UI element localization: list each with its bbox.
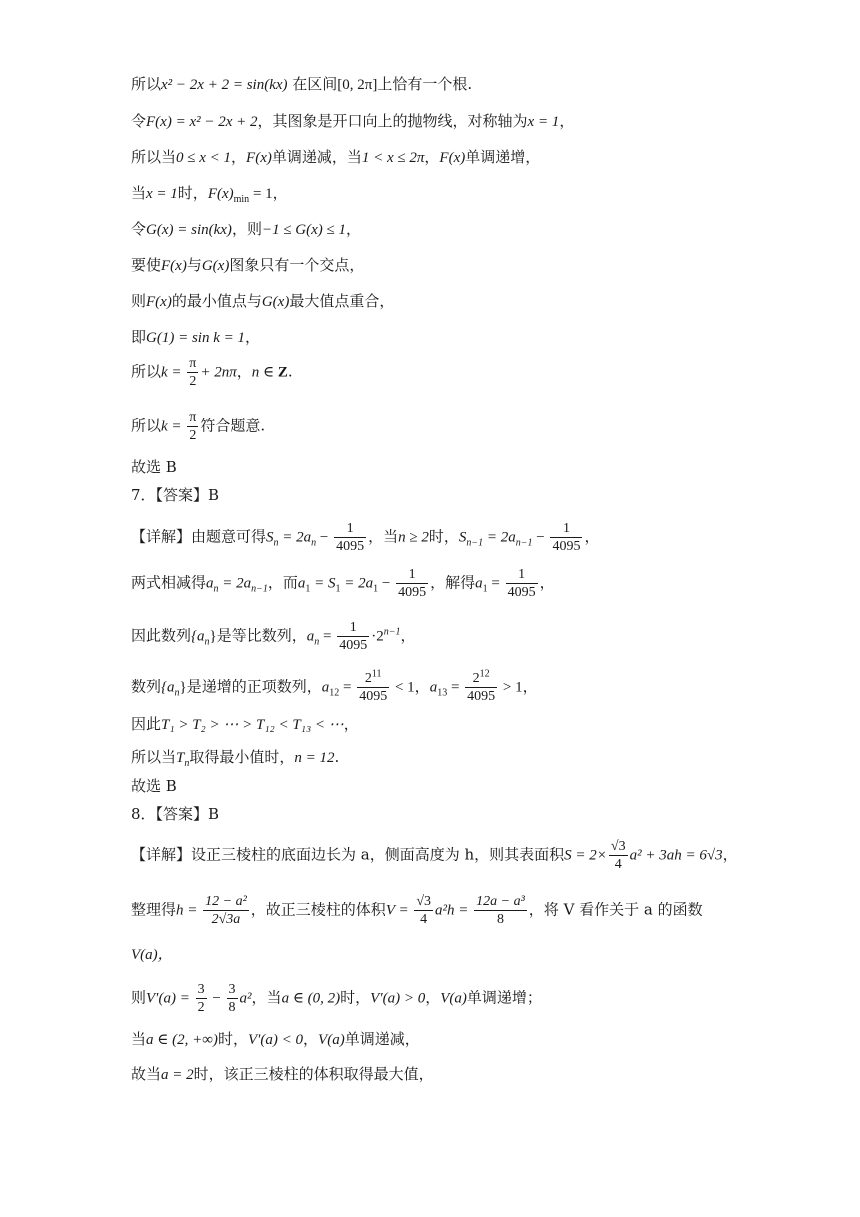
text-line [131,619,415,654]
math: 1 [305,583,311,595]
text: 故选 B [131,458,177,476]
math: n [204,636,210,648]
math: F(x) = x² − 2x + 2 [146,114,258,130]
math: h = [176,902,202,919]
numerator: 1 [334,520,366,538]
text-line [131,775,177,797]
math: n−1 [466,537,484,549]
numerator: 1 [506,566,538,584]
math: n−1 [515,537,533,549]
denominator: 4095 [336,539,365,554]
math: F(x) [161,258,187,274]
text: 因此数列 [131,626,192,645]
math: < 1 [391,679,415,696]
math: = [487,575,504,592]
text-line [131,981,542,1016]
math: = [319,628,336,645]
math: = 2a [483,529,516,546]
math: V′(a) = [146,990,194,1007]
text: ， [425,988,441,1007]
text: ，故正三棱柱的体积 [250,900,386,919]
text: 所以 [131,75,162,93]
numerator [357,670,389,688]
math: T₁ > T₂ > ⋯ > T₁₂ < T₁₃ < ⋯ [161,717,344,733]
text: 符合题意. [200,416,266,435]
text: 单调递增； [466,988,542,1007]
math: a ∈ (0, 2) [281,990,341,1007]
math: G(x) = sin(kx) [146,222,232,238]
math: G(1) = sin k = 1 [146,330,245,346]
text: ，当 [251,988,282,1007]
fraction [465,670,497,705]
math: V(a) [440,990,467,1007]
text: ，当 [368,527,399,546]
text: ， [400,626,416,645]
math: V = [385,902,413,919]
text: 是等比数列， [216,626,307,645]
text: 【详解】设正三棱柱的底面边长为 a，侧面高度为 h，则其表面积 [131,845,565,864]
text: ， [584,527,600,546]
base: 2 [364,671,372,686]
math: F(x) [439,150,466,166]
math: 1 [373,583,379,595]
math: n [311,537,317,549]
math: V(a)， [131,947,173,963]
text-line [131,1063,434,1086]
math: n ≥ 2 [398,529,429,546]
fraction [187,355,198,390]
text: ，则 [231,220,262,238]
exponent: 12 [479,668,490,680]
math: n−1 [251,583,268,595]
denominator: 4095 [467,689,496,704]
math: − [378,575,395,592]
text-line [131,838,738,873]
text: 时， [217,1030,248,1048]
text-line [131,146,540,169]
text: 的最小值点与 [171,292,262,310]
text: 8．【答案】B [131,805,220,823]
denominator: 4095 [552,539,581,554]
fraction [474,893,527,928]
text-line [131,893,703,928]
math: a [297,575,306,592]
text: 单调递减， [344,1030,420,1048]
math: } [209,628,217,645]
text: 令 [131,220,147,238]
text: 【详解】由题意可得 [131,527,267,546]
text: ， [343,715,359,733]
math: a² [239,990,252,1007]
math: n [174,687,180,699]
denominator: 4095 [507,585,536,600]
math: S [458,529,467,546]
text: ， [539,573,555,592]
math: F(x) [246,150,272,166]
math: n [273,537,279,549]
math: a = 2 [161,1067,194,1083]
math: } [179,679,187,696]
text-line [131,746,339,769]
text-line [131,456,177,478]
text: 单调递减，当 [271,148,362,166]
math: [0, 2π] [337,77,378,93]
text: ， [236,362,252,381]
text: 所以当 [131,748,177,766]
math: n ∈ [251,364,278,381]
text: 是递增的正项数列， [186,677,322,696]
math: F(x) [146,294,172,310]
math: F(x) [207,186,234,202]
text-line [131,326,260,349]
text: 即 [131,328,147,346]
numerator: 3 [228,982,236,997]
text: 与 [186,256,202,274]
denominator: 2 [197,1000,205,1015]
math: T [176,750,185,766]
fraction [609,838,628,873]
text-line [131,520,599,555]
text: 数列 [131,677,162,696]
math: + 2nπ [200,364,237,381]
text: . [334,748,340,766]
math: n [213,583,219,595]
denominator: 2 [189,374,197,389]
math: = 2a [278,529,312,546]
numerator: √3 [416,894,432,909]
text: . [287,362,293,381]
math: = 1 [249,186,273,202]
math: −1 ≤ G(x) ≤ 1 [261,222,347,238]
text: 所以 [131,362,162,381]
exponent: 11 [371,668,382,680]
text: ， [424,148,440,166]
math: V′(a) < 0 [247,1032,304,1048]
math: S [266,529,274,546]
numerator: 1 [550,520,582,538]
text-line [131,566,555,601]
denominator: 4 [614,857,622,872]
math: = S [310,575,336,592]
text-line [131,409,265,444]
text-line [131,182,288,205]
text: 所以当 [131,148,177,166]
math: {a [191,628,205,645]
math: = 2a [340,575,374,592]
text-line [131,290,394,313]
text: ， [414,677,430,696]
math: 13 [437,687,448,699]
denominator: 8 [228,1000,236,1015]
math: n [314,636,320,648]
text: 当 [131,1030,147,1048]
text: 单调递增， [465,148,541,166]
text: 因此 [131,715,162,733]
fraction [227,981,238,1016]
math: V′(a) > 0 [370,990,426,1007]
text: 要使 [131,256,162,274]
numerator [465,670,497,688]
math: x = 1 [146,186,178,202]
fraction [334,520,366,555]
math: n = 12 [294,750,335,766]
text: 故选 B [131,777,177,795]
math: a ∈ (2, +∞) [146,1032,218,1048]
math: 1 [335,583,341,595]
math: a²h = [435,902,473,919]
text: ， [346,220,362,238]
math: > 1 [499,679,523,696]
math: 1 [482,583,488,595]
text: 故当 [131,1065,162,1083]
numerator: 3 [197,982,205,997]
fraction [196,981,207,1016]
numerator: 12a − a³ [476,894,525,909]
math: min [233,194,250,205]
math: a [321,679,330,696]
text-line [131,254,364,277]
text: ， [245,328,261,346]
math: a [206,575,214,592]
math: 12 [329,687,340,699]
text-line [131,670,538,705]
math: a [429,679,438,696]
text: 时， [177,184,208,202]
text: ， [272,184,288,202]
fraction [357,670,389,705]
math: = [447,679,464,696]
text-line [131,943,173,966]
text-line [131,484,219,506]
text: 当 [131,184,147,202]
text: 7．【答案】B [131,486,220,504]
math: n−1 [383,626,401,638]
numerator: 12 − a² [205,894,247,909]
math: a [306,628,315,645]
math: S = 2× [564,847,607,864]
text: ，解得 [430,573,476,592]
text: 整理得 [131,900,177,919]
denominator: 2√3a [211,912,241,927]
math: G(x) [201,258,230,274]
math: k = [161,364,186,381]
denominator: 4095 [339,638,368,653]
text-line [131,713,359,736]
text: 所以 [131,416,162,435]
denominator: 8 [496,912,504,927]
fraction [337,619,369,654]
text: 取得最小值时， [189,748,295,766]
text: ， [522,677,538,696]
denominator: 4 [420,912,428,927]
fraction [414,893,433,928]
text: 时， [428,527,459,546]
math: − [532,529,549,546]
math: n [184,758,190,769]
text: 则 [131,988,147,1007]
fraction [203,893,249,928]
text-line [131,73,472,96]
numerator: 1 [337,619,369,637]
text: ， [231,148,247,166]
math: ·2 [371,628,384,645]
text-line [131,1028,420,1051]
denominator: 4095 [359,689,388,704]
math: − [208,990,225,1007]
text: 上恰有一个根. [377,75,473,93]
math: = 2a [218,575,252,592]
math: 0 ≤ x < 1 [176,150,232,166]
text-line [131,110,574,133]
math: x² − 2x + 2 = sin(kx) [161,77,288,93]
text: ， [303,1030,319,1048]
fraction [187,409,198,444]
text: ，将 V 看作关于 a 的函数 [528,900,703,919]
denominator: 2 [189,428,197,443]
math: Z [277,364,288,381]
numerator: π [189,410,197,425]
math: a [475,575,483,592]
denominator: 4095 [398,585,427,600]
numerator: π [189,356,197,371]
math: 1 < x ≤ 2π [361,150,425,166]
fraction [396,566,428,601]
text: ， [722,845,738,864]
math: k = [161,418,186,435]
math: V(a) [318,1032,345,1048]
text: 图象只有一个交点， [229,256,365,274]
text-line [131,218,361,241]
base: 2 [472,671,480,686]
numerator: 1 [396,566,428,584]
math: x = 1 [527,114,560,130]
math: = [339,679,356,696]
fraction [550,520,582,555]
math: G(x) [261,294,290,310]
text: 时，该正三棱柱的体积取得最大值， [193,1065,434,1083]
math: a² + 3ah = 6√3 [629,847,723,864]
text: ，而 [267,573,298,592]
text: ，其图象是开口向上的抛物线，对称轴为 [257,112,528,130]
text: ， [559,112,575,130]
text-line [131,355,293,390]
text: 最大值点重合， [289,292,395,310]
math: {a [161,679,175,696]
math: − [316,529,333,546]
text-line [131,803,219,825]
text: 令 [131,112,147,130]
numerator: √3 [610,839,626,854]
text: 则 [131,292,147,310]
text: 在区间 [287,75,338,93]
text: 两式相减得 [131,573,207,592]
fraction [506,566,538,601]
text: 时， [340,988,371,1007]
